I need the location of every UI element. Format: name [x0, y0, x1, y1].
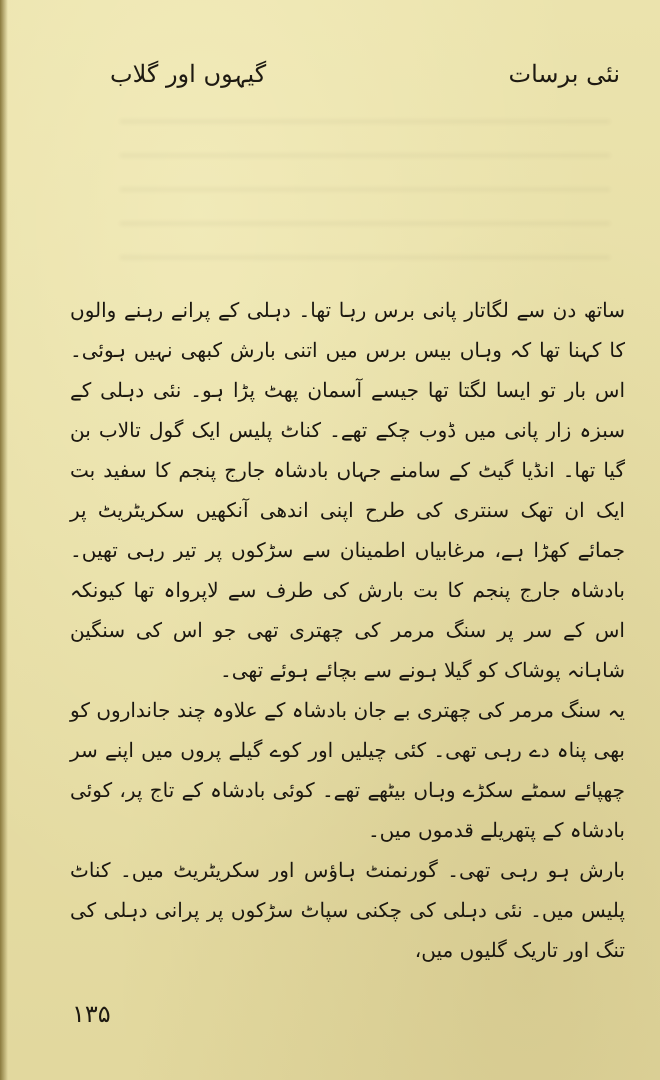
reverse-side-bleed — [120, 120, 610, 270]
chapter-title: نئی برسات — [508, 60, 620, 88]
paragraph-3: بارش ہو رہی تھی۔ گورنمنٹ ہاؤس اور سکریٹریٹ میں۔ کناٹ پلیس میں۔ نئی دہلی کی چکنی سپاٹ سڑکوں پر پرانی دہلی کی تنگ اور تاریک گلیوں میں، — [70, 858, 625, 962]
paragraph-2: یہ سنگ مرمر کی چھتری بے جان بادشاہ کے علاوہ چند جانداروں کو بھی پناہ دے رہی تھی۔ کئی چیلیں اور کوے گیلے پروں میں اپنے سر چھپائے سمٹے سکڑے وہاں بیٹھے تھے۔ کوئی بادشاہ کے تاج پر، کوئی بادشاہ کے پتھریلے قدموں میں۔ — [70, 698, 625, 842]
running-header — [70, 60, 620, 110]
paragraph-1: ساتھ دن سے لگاتار پانی برس رہا تھا۔ دہلی کے پرانے رہنے والوں کا کہنا تھا کہ وہاں بیس برس میں اتنی بارش کبھی نہیں ہوئی۔ اس بار تو ایسا لگتا تھا جیسے آسمان پھٹ پڑا ہو۔ نئی دہلی کے سبزہ زار پانی میں ڈوب چکے تھے۔ کناٹ پلیس ایک گول تالاب بن گیا تھا۔ انڈیا گیٹ کے سامنے جہاں بادشاہ جارج پنجم کا سفید بت ایک ان تھک سنتری کی طرح اپنی اندھی آنکھیں سکریٹریٹ پر جمائے کھڑا ہے، مرغابیاں اطمینان سے سڑکوں پر تیر رہی تھیں۔ بادشاہ جارج پنجم کا بت بارش کی طرف سے لاپرواہ تھا کیونکہ اس کے سر پر سنگ مرمر کی چھتری تھی جو اس کی سنگین شاہانہ پوشاک کو گیلا ہونے سے بچائے ہوئے تھی۔ — [70, 298, 625, 682]
page-edge-shadow — [0, 0, 8, 1080]
book-title: گیہوں اور گلاب — [110, 60, 267, 88]
body-text — [70, 290, 625, 970]
page-number: ۱۳۵ — [72, 1000, 111, 1028]
